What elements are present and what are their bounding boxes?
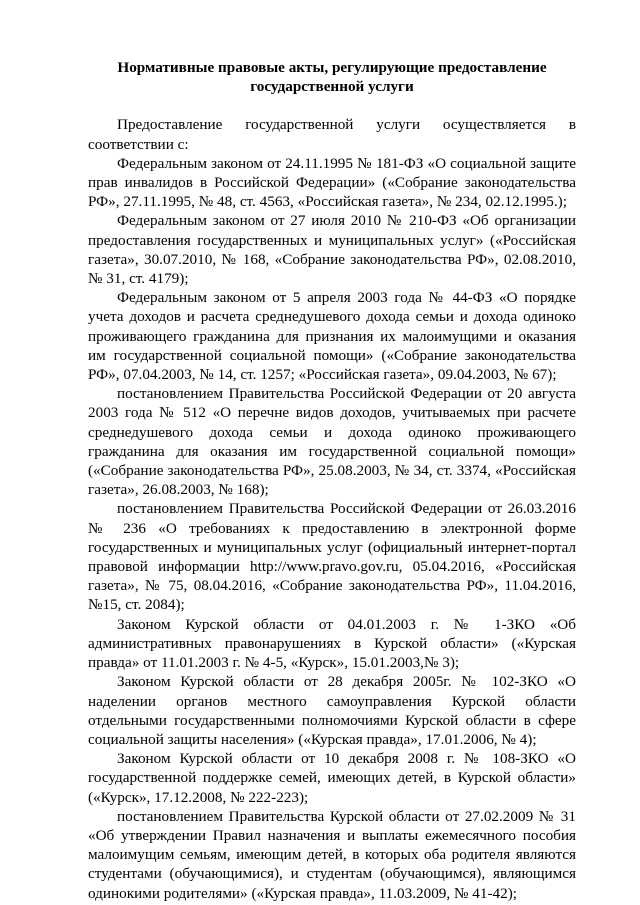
intro-paragraph: Предоставление государственной услуги осуществляется в соответствии с:	[88, 116, 576, 153]
legal-act-item: постановлением Правительства Российской Федерации от 26.03.2016 № 236 «О требованиях к предоставлению в электронной форме государственных и муниципальных услуг (официальный интернет-портал правовой информации http://www.pravo.gov.ru, 05.04.2016, «Российская газета», № 75, 08.04.2016, «Собрание законодательства РФ», 11.04.2016, №15, ст. 2084);	[88, 500, 576, 614]
legal-act-item: Федеральным законом от 5 апреля 2003 года № 44-ФЗ «О порядке учета доходов и расчета среднедушевого дохода семьи и дохода одиноко проживающего гражданина для признания их малоимущими и оказания им государственной социальной помощи» («Собрание законодательства РФ», 07.04.2003, № 14, ст. 1257; «Российская газета», 09.04.2003, № 67);	[88, 289, 576, 384]
document-title	[88, 58, 576, 96]
legal-act-item: постановлением Правительства Курской области от 27.02.2009 № 31 «Об утверждении Правил назначения и выплаты ежемесячного пособия малоимущим семьям, имеющим детей, в которых оба родителя являются студентами (обучающимися), и студентам (обучающимся), являющимся одинокими родителями» («Курская правда», 11.03.2009, № 41-42);	[88, 807, 576, 902]
legal-act-item: Законом Курской области от 28 декабря 2005г. № 102-ЗКО «О наделении органов местного самоуправления Курской области отдельными государственными полномочиями Курской области в сфере социальной защиты населения» («Курская правда», 17.01.2006, № 4);	[88, 673, 576, 748]
legal-act-item: Федеральным законом от 27 июля 2010 № 210-ФЗ «Об организации предоставления государственных и муниципальных услуг» («Российская газета», 30.07.2010, № 168, «Собрание законодательства РФ», 02.08.2010, № 31, ст. 4179);	[88, 212, 576, 288]
legal-act-item: Законом Курской области от 04.01.2003 г. № 1-ЗКО «Об административных правонарушениях в Курской области» («Курская правда» от 11.01.2003 г. № 4-5, «Курск», 15.01.2003,№ 3);	[88, 615, 576, 672]
document-page	[88, 58, 576, 903]
legal-act-item: Федеральным законом от 24.11.1995 № 181-ФЗ «О социальной защите прав инвалидов в Российской Федерации» («Собрание законодательства РФ», 27.11.1995, № 48, ст. 4563, «Российская газета», № 234, 02.12.1995.);	[88, 154, 576, 211]
legal-act-item: постановлением Правительства Российской Федерации от 20 августа 2003 года № 512 «О перечне видов доходов, учитываемых при расчете среднедушевого дохода семьи и дохода одиноко проживающего гражданина для оказания им государственной социальной помощи» («Собрание законодательства РФ», 25.08.2003, № 34, ст. 3374, «Российская газета», 26.08.2003, № 168);	[88, 385, 576, 499]
legal-act-item: Законом Курской области от 10 декабря 2008 г. № 108-ЗКО «О государственной поддержке семей, имеющих детей, в Курской области» («Курск», 17.12.2008, № 222-223);	[88, 750, 576, 806]
document-title-line: государственной услуги	[250, 78, 414, 96]
document-title-line: Нормативные правовые акты, регулирующие предоставление	[117, 59, 547, 76]
